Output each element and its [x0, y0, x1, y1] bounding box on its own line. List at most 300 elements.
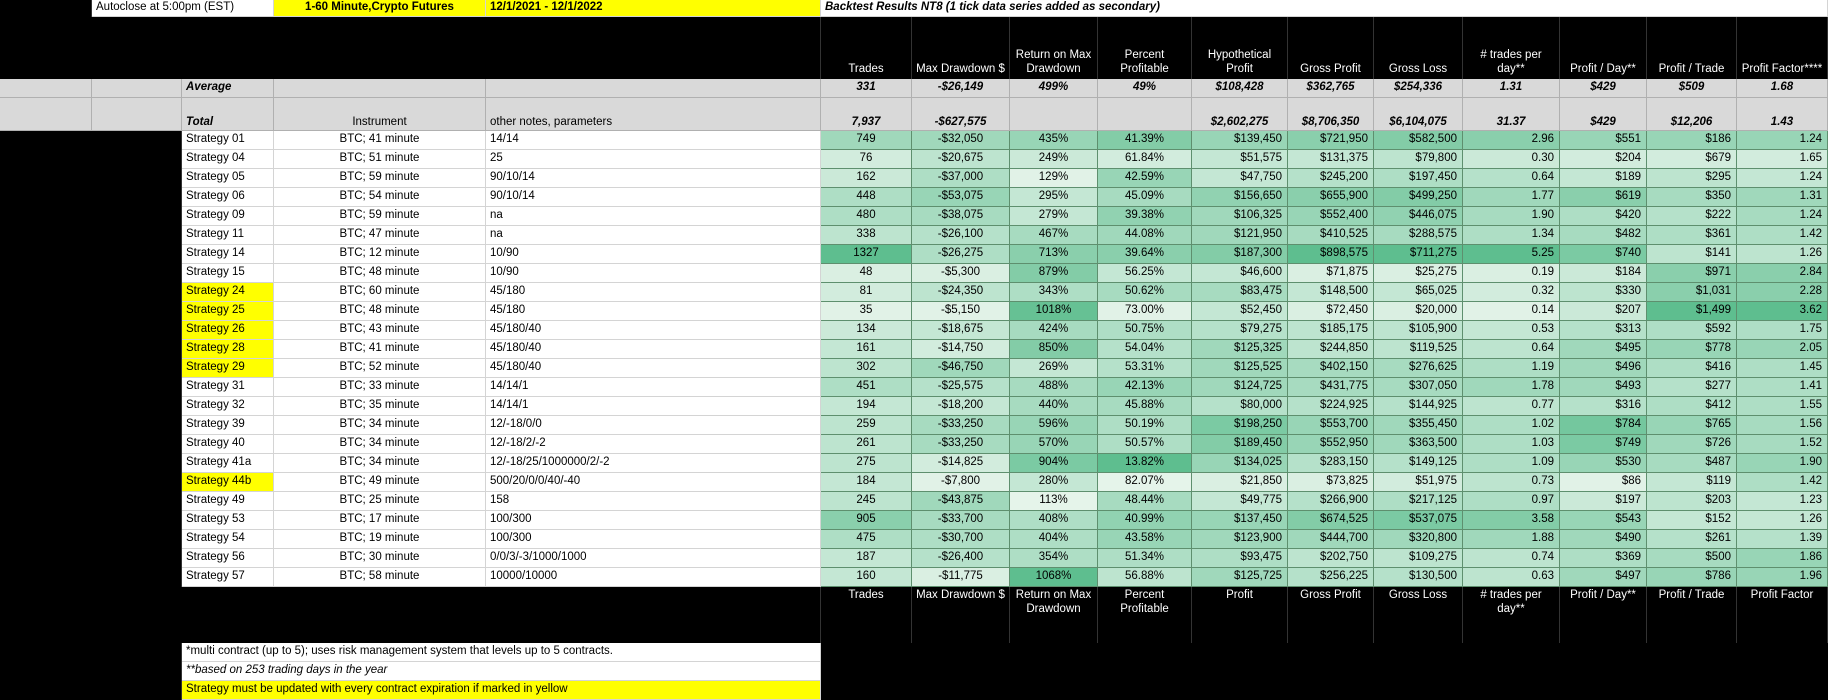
- strategy-percent-profitable[interactable]: [1098, 454, 1192, 473]
- strategy-profit-per-trade[interactable]: [1647, 397, 1737, 416]
- strategy-profit-factor[interactable]: [1737, 492, 1828, 511]
- strategy-name[interactable]: [182, 340, 274, 359]
- footer-header-return-on-drawdown[interactable]: [1010, 587, 1098, 643]
- strategy-trades-per-day[interactable]: [1463, 530, 1560, 549]
- strategy-profit-factor[interactable]: [1737, 169, 1828, 188]
- strategy-return-on-drawdown[interactable]: [1010, 416, 1098, 435]
- strategy-gross-profit[interactable]: [1288, 492, 1374, 511]
- strategy-notes[interactable]: [486, 226, 821, 245]
- total-gross-profit[interactable]: [1288, 98, 1374, 131]
- strategy-profit-per-day[interactable]: [1560, 492, 1647, 511]
- timeframe-cell[interactable]: [274, 0, 486, 17]
- strategy-gross-loss[interactable]: [1374, 131, 1463, 150]
- strategy-trades-per-day[interactable]: [1463, 492, 1560, 511]
- strategy-trades-per-day[interactable]: [1463, 416, 1560, 435]
- average-return-on-drawdown[interactable]: [1010, 79, 1098, 98]
- strategy-return-on-drawdown[interactable]: [1010, 264, 1098, 283]
- strategy-gross-profit[interactable]: [1288, 188, 1374, 207]
- total-percent-profitable[interactable]: [1098, 98, 1192, 131]
- strategy-profit-factor[interactable]: [1737, 150, 1828, 169]
- strategy-name[interactable]: [182, 549, 274, 568]
- strategy-profit-per-trade[interactable]: [1647, 321, 1737, 340]
- strategy-profit-factor[interactable]: [1737, 435, 1828, 454]
- strategy-notes[interactable]: [486, 283, 821, 302]
- strategy-percent-profitable[interactable]: [1098, 131, 1192, 150]
- strategy-max-drawdown[interactable]: [912, 492, 1010, 511]
- average-profit-factor[interactable]: [1737, 79, 1828, 98]
- strategy-trades-per-day[interactable]: [1463, 302, 1560, 321]
- strategy-profit-per-day[interactable]: [1560, 568, 1647, 587]
- strategy-notes[interactable]: [486, 340, 821, 359]
- strategy-trades[interactable]: [821, 340, 912, 359]
- strategy-percent-profitable[interactable]: [1098, 435, 1192, 454]
- strategy-return-on-drawdown[interactable]: [1010, 131, 1098, 150]
- strategy-trades[interactable]: [821, 226, 912, 245]
- strategy-profit-per-day[interactable]: [1560, 378, 1647, 397]
- strategy-instrument[interactable]: [274, 207, 486, 226]
- strategy-instrument[interactable]: [274, 416, 486, 435]
- strategy-notes[interactable]: [486, 530, 821, 549]
- strategy-instrument[interactable]: [274, 530, 486, 549]
- strategy-instrument[interactable]: [274, 302, 486, 321]
- strategy-hypothetical-profit[interactable]: [1192, 378, 1288, 397]
- strategy-trades-per-day[interactable]: [1463, 568, 1560, 587]
- average-label[interactable]: [182, 79, 274, 98]
- strategy-percent-profitable[interactable]: [1098, 226, 1192, 245]
- strategy-instrument[interactable]: [274, 283, 486, 302]
- strategy-percent-profitable[interactable]: [1098, 530, 1192, 549]
- strategy-trades[interactable]: [821, 549, 912, 568]
- strategy-gross-loss[interactable]: [1374, 340, 1463, 359]
- average-gross-loss[interactable]: [1374, 79, 1463, 98]
- strategy-gross-loss[interactable]: [1374, 492, 1463, 511]
- strategy-trades[interactable]: [821, 169, 912, 188]
- strategy-percent-profitable[interactable]: [1098, 416, 1192, 435]
- strategy-max-drawdown[interactable]: [912, 511, 1010, 530]
- strategy-profit-per-trade[interactable]: [1647, 454, 1737, 473]
- strategy-return-on-drawdown[interactable]: [1010, 321, 1098, 340]
- strategy-instrument[interactable]: [274, 321, 486, 340]
- strategy-return-on-drawdown[interactable]: [1010, 150, 1098, 169]
- strategy-hypothetical-profit[interactable]: [1192, 549, 1288, 568]
- strategy-hypothetical-profit[interactable]: [1192, 150, 1288, 169]
- strategy-gross-profit[interactable]: [1288, 321, 1374, 340]
- strategy-return-on-drawdown[interactable]: [1010, 245, 1098, 264]
- strategy-max-drawdown[interactable]: [912, 359, 1010, 378]
- footer-header-trades[interactable]: [821, 587, 912, 643]
- strategy-name[interactable]: [182, 188, 274, 207]
- strategy-trades-per-day[interactable]: [1463, 549, 1560, 568]
- strategy-instrument[interactable]: [274, 150, 486, 169]
- strategy-max-drawdown[interactable]: [912, 378, 1010, 397]
- strategy-trades-per-day[interactable]: [1463, 169, 1560, 188]
- strategy-gross-loss[interactable]: [1374, 416, 1463, 435]
- strategy-trades[interactable]: [821, 378, 912, 397]
- strategy-return-on-drawdown[interactable]: [1010, 549, 1098, 568]
- strategy-profit-per-trade[interactable]: [1647, 188, 1737, 207]
- strategy-profit-per-trade[interactable]: [1647, 416, 1737, 435]
- strategy-profit-per-trade[interactable]: [1647, 302, 1737, 321]
- strategy-gross-profit[interactable]: [1288, 473, 1374, 492]
- strategy-profit-per-day[interactable]: [1560, 302, 1647, 321]
- strategy-gross-profit[interactable]: [1288, 568, 1374, 587]
- strategy-name[interactable]: [182, 435, 274, 454]
- footer-header-profit-factor[interactable]: [1737, 587, 1828, 643]
- strategy-percent-profitable[interactable]: [1098, 340, 1192, 359]
- footer-header-profit-per-day[interactable]: [1560, 587, 1647, 643]
- strategy-name[interactable]: [182, 473, 274, 492]
- strategy-percent-profitable[interactable]: [1098, 188, 1192, 207]
- column-header-max-drawdown[interactable]: [912, 17, 1010, 79]
- strategy-max-drawdown[interactable]: [912, 245, 1010, 264]
- strategy-notes[interactable]: [486, 473, 821, 492]
- strategy-gross-profit[interactable]: [1288, 454, 1374, 473]
- strategy-trades[interactable]: [821, 302, 912, 321]
- strategy-max-drawdown[interactable]: [912, 207, 1010, 226]
- strategy-max-drawdown[interactable]: [912, 226, 1010, 245]
- strategy-notes[interactable]: [486, 207, 821, 226]
- strategy-profit-per-day[interactable]: [1560, 359, 1647, 378]
- strategy-profit-per-day[interactable]: [1560, 530, 1647, 549]
- strategy-profit-per-day[interactable]: [1560, 283, 1647, 302]
- strategy-profit-per-day[interactable]: [1560, 207, 1647, 226]
- strategy-hypothetical-profit[interactable]: [1192, 435, 1288, 454]
- strategy-profit-per-trade[interactable]: [1647, 264, 1737, 283]
- strategy-percent-profitable[interactable]: [1098, 321, 1192, 340]
- total-profit-factor[interactable]: [1737, 98, 1828, 131]
- strategy-max-drawdown[interactable]: [912, 435, 1010, 454]
- strategy-return-on-drawdown[interactable]: [1010, 340, 1098, 359]
- strategy-percent-profitable[interactable]: [1098, 492, 1192, 511]
- strategy-name[interactable]: [182, 378, 274, 397]
- strategy-profit-factor[interactable]: [1737, 511, 1828, 530]
- strategy-name[interactable]: [182, 416, 274, 435]
- strategy-hypothetical-profit[interactable]: [1192, 530, 1288, 549]
- strategy-trades[interactable]: [821, 435, 912, 454]
- strategy-gross-loss[interactable]: [1374, 378, 1463, 397]
- strategy-trades-per-day[interactable]: [1463, 340, 1560, 359]
- strategy-max-drawdown[interactable]: [912, 283, 1010, 302]
- footer-header-hypothetical-profit[interactable]: [1192, 587, 1288, 643]
- strategy-hypothetical-profit[interactable]: [1192, 264, 1288, 283]
- strategy-name[interactable]: [182, 169, 274, 188]
- strategy-percent-profitable[interactable]: [1098, 283, 1192, 302]
- strategy-gross-profit[interactable]: [1288, 511, 1374, 530]
- strategy-instrument[interactable]: [274, 549, 486, 568]
- strategy-trades-per-day[interactable]: [1463, 435, 1560, 454]
- strategy-instrument[interactable]: [274, 435, 486, 454]
- strategy-instrument[interactable]: [274, 188, 486, 207]
- strategy-trades[interactable]: [821, 397, 912, 416]
- strategy-trades-per-day[interactable]: [1463, 321, 1560, 340]
- strategy-return-on-drawdown[interactable]: [1010, 568, 1098, 587]
- title-cell[interactable]: [821, 0, 1828, 17]
- strategy-max-drawdown[interactable]: [912, 264, 1010, 283]
- strategy-name[interactable]: [182, 245, 274, 264]
- strategy-profit-per-trade[interactable]: [1647, 568, 1737, 587]
- column-header-hypothetical-profit[interactable]: [1192, 17, 1288, 79]
- strategy-notes[interactable]: [486, 264, 821, 283]
- strategy-profit-per-trade[interactable]: [1647, 150, 1737, 169]
- strategy-gross-profit[interactable]: [1288, 549, 1374, 568]
- footer-header-gross-profit[interactable]: [1288, 587, 1374, 643]
- strategy-percent-profitable[interactable]: [1098, 150, 1192, 169]
- strategy-max-drawdown[interactable]: [912, 568, 1010, 587]
- strategy-gross-loss[interactable]: [1374, 359, 1463, 378]
- strategy-profit-per-trade[interactable]: [1647, 226, 1737, 245]
- total-max-drawdown[interactable]: [912, 98, 1010, 131]
- strategy-instrument[interactable]: [274, 568, 486, 587]
- strategy-profit-per-day[interactable]: [1560, 245, 1647, 264]
- strategy-notes[interactable]: [486, 302, 821, 321]
- strategy-return-on-drawdown[interactable]: [1010, 454, 1098, 473]
- strategy-gross-loss[interactable]: [1374, 302, 1463, 321]
- strategy-hypothetical-profit[interactable]: [1192, 207, 1288, 226]
- strategy-percent-profitable[interactable]: [1098, 568, 1192, 587]
- strategy-profit-factor[interactable]: [1737, 245, 1828, 264]
- strategy-name[interactable]: [182, 454, 274, 473]
- strategy-trades-per-day[interactable]: [1463, 150, 1560, 169]
- average-hypothetical-profit[interactable]: [1192, 79, 1288, 98]
- strategy-profit-per-day[interactable]: [1560, 416, 1647, 435]
- strategy-hypothetical-profit[interactable]: [1192, 340, 1288, 359]
- strategy-max-drawdown[interactable]: [912, 302, 1010, 321]
- strategy-gross-loss[interactable]: [1374, 530, 1463, 549]
- strategy-trades[interactable]: [821, 150, 912, 169]
- strategy-return-on-drawdown[interactable]: [1010, 302, 1098, 321]
- column-header-profit-per-trade[interactable]: [1647, 17, 1737, 79]
- average-gross-profit[interactable]: [1288, 79, 1374, 98]
- strategy-gross-profit[interactable]: [1288, 245, 1374, 264]
- strategy-profit-factor[interactable]: [1737, 454, 1828, 473]
- strategy-profit-factor[interactable]: [1737, 416, 1828, 435]
- column-header-trades-per-day[interactable]: [1463, 17, 1560, 79]
- footer-header-percent-profitable[interactable]: [1098, 587, 1192, 643]
- footer-header-gross-loss[interactable]: [1374, 587, 1463, 643]
- strategy-profit-factor[interactable]: [1737, 302, 1828, 321]
- strategy-profit-factor[interactable]: [1737, 568, 1828, 587]
- strategy-profit-per-trade[interactable]: [1647, 283, 1737, 302]
- strategy-percent-profitable[interactable]: [1098, 302, 1192, 321]
- strategy-profit-per-trade[interactable]: [1647, 340, 1737, 359]
- strategy-hypothetical-profit[interactable]: [1192, 245, 1288, 264]
- strategy-profit-per-day[interactable]: [1560, 473, 1647, 492]
- strategy-return-on-drawdown[interactable]: [1010, 207, 1098, 226]
- column-header-trades[interactable]: [821, 17, 912, 79]
- strategy-profit-per-day[interactable]: [1560, 454, 1647, 473]
- strategy-percent-profitable[interactable]: [1098, 511, 1192, 530]
- strategy-trades[interactable]: [821, 568, 912, 587]
- strategy-percent-profitable[interactable]: [1098, 359, 1192, 378]
- strategy-gross-profit[interactable]: [1288, 397, 1374, 416]
- strategy-hypothetical-profit[interactable]: [1192, 492, 1288, 511]
- strategy-gross-profit[interactable]: [1288, 435, 1374, 454]
- strategy-trades-per-day[interactable]: [1463, 397, 1560, 416]
- strategy-name[interactable]: [182, 530, 274, 549]
- strategy-gross-profit[interactable]: [1288, 378, 1374, 397]
- strategy-notes[interactable]: [486, 435, 821, 454]
- strategy-gross-loss[interactable]: [1374, 169, 1463, 188]
- strategy-trades[interactable]: [821, 454, 912, 473]
- strategy-instrument[interactable]: [274, 492, 486, 511]
- strategy-profit-per-trade[interactable]: [1647, 169, 1737, 188]
- strategy-profit-per-trade[interactable]: [1647, 473, 1737, 492]
- strategy-name[interactable]: [182, 302, 274, 321]
- strategy-trades-per-day[interactable]: [1463, 283, 1560, 302]
- strategy-instrument[interactable]: [274, 511, 486, 530]
- strategy-hypothetical-profit[interactable]: [1192, 454, 1288, 473]
- strategy-profit-factor[interactable]: [1737, 359, 1828, 378]
- strategy-return-on-drawdown[interactable]: [1010, 283, 1098, 302]
- strategy-profit-per-day[interactable]: [1560, 264, 1647, 283]
- strategy-return-on-drawdown[interactable]: [1010, 511, 1098, 530]
- strategy-profit-per-trade[interactable]: [1647, 530, 1737, 549]
- column-header-return-on-drawdown[interactable]: [1010, 17, 1098, 79]
- strategy-max-drawdown[interactable]: [912, 549, 1010, 568]
- strategy-gross-loss[interactable]: [1374, 188, 1463, 207]
- strategy-name[interactable]: [182, 321, 274, 340]
- column-header-gross-loss[interactable]: [1374, 17, 1463, 79]
- strategy-profit-per-day[interactable]: [1560, 340, 1647, 359]
- strategy-instrument[interactable]: [274, 473, 486, 492]
- strategy-return-on-drawdown[interactable]: [1010, 226, 1098, 245]
- strategy-gross-profit[interactable]: [1288, 150, 1374, 169]
- strategy-instrument[interactable]: [274, 378, 486, 397]
- strategy-max-drawdown[interactable]: [912, 169, 1010, 188]
- strategy-profit-per-day[interactable]: [1560, 169, 1647, 188]
- strategy-name[interactable]: [182, 131, 274, 150]
- strategy-notes[interactable]: [486, 188, 821, 207]
- strategy-notes[interactable]: [486, 511, 821, 530]
- strategy-instrument[interactable]: [274, 340, 486, 359]
- strategy-hypothetical-profit[interactable]: [1192, 473, 1288, 492]
- strategy-hypothetical-profit[interactable]: [1192, 397, 1288, 416]
- strategy-max-drawdown[interactable]: [912, 321, 1010, 340]
- total-label[interactable]: [182, 98, 274, 131]
- strategy-profit-per-day[interactable]: [1560, 226, 1647, 245]
- strategy-profit-factor[interactable]: [1737, 226, 1828, 245]
- strategy-notes[interactable]: [486, 549, 821, 568]
- strategy-profit-per-day[interactable]: [1560, 321, 1647, 340]
- strategy-hypothetical-profit[interactable]: [1192, 568, 1288, 587]
- average-profit-per-trade[interactable]: [1647, 79, 1737, 98]
- strategy-notes[interactable]: [486, 492, 821, 511]
- strategy-percent-profitable[interactable]: [1098, 245, 1192, 264]
- strategy-profit-per-trade[interactable]: [1647, 511, 1737, 530]
- strategy-gross-loss[interactable]: [1374, 473, 1463, 492]
- strategy-percent-profitable[interactable]: [1098, 169, 1192, 188]
- strategy-profit-per-day[interactable]: [1560, 435, 1647, 454]
- strategy-hypothetical-profit[interactable]: [1192, 226, 1288, 245]
- date-range-cell[interactable]: [486, 0, 821, 17]
- strategy-percent-profitable[interactable]: [1098, 473, 1192, 492]
- strategy-instrument[interactable]: [274, 131, 486, 150]
- strategy-gross-loss[interactable]: [1374, 549, 1463, 568]
- strategy-trades[interactable]: [821, 131, 912, 150]
- strategy-profit-factor[interactable]: [1737, 321, 1828, 340]
- total-gross-loss[interactable]: [1374, 98, 1463, 131]
- strategy-profit-per-day[interactable]: [1560, 188, 1647, 207]
- strategy-gross-profit[interactable]: [1288, 264, 1374, 283]
- strategy-notes[interactable]: [486, 169, 821, 188]
- strategy-name[interactable]: [182, 568, 274, 587]
- strategy-trades-per-day[interactable]: [1463, 378, 1560, 397]
- strategy-trades[interactable]: [821, 473, 912, 492]
- strategy-max-drawdown[interactable]: [912, 530, 1010, 549]
- strategy-max-drawdown[interactable]: [912, 397, 1010, 416]
- strategy-profit-per-trade[interactable]: [1647, 207, 1737, 226]
- strategy-trades[interactable]: [821, 245, 912, 264]
- strategy-gross-profit[interactable]: [1288, 416, 1374, 435]
- strategy-max-drawdown[interactable]: [912, 473, 1010, 492]
- strategy-percent-profitable[interactable]: [1098, 207, 1192, 226]
- strategy-return-on-drawdown[interactable]: [1010, 397, 1098, 416]
- strategy-profit-per-day[interactable]: [1560, 397, 1647, 416]
- total-profit-per-trade[interactable]: [1647, 98, 1737, 131]
- note-trading-days[interactable]: [182, 662, 821, 681]
- strategy-hypothetical-profit[interactable]: [1192, 416, 1288, 435]
- strategy-percent-profitable[interactable]: [1098, 397, 1192, 416]
- footer-header-trades-per-day[interactable]: [1463, 587, 1560, 643]
- strategy-gross-loss[interactable]: [1374, 150, 1463, 169]
- strategy-gross-loss[interactable]: [1374, 245, 1463, 264]
- strategy-profit-factor[interactable]: [1737, 530, 1828, 549]
- total-trades[interactable]: [821, 98, 912, 131]
- footer-header-max-drawdown[interactable]: [912, 587, 1010, 643]
- strategy-profit-factor[interactable]: [1737, 378, 1828, 397]
- column-header-profit-per-day[interactable]: [1560, 17, 1647, 79]
- strategy-trades[interactable]: [821, 416, 912, 435]
- average-trades[interactable]: [821, 79, 912, 98]
- strategy-max-drawdown[interactable]: [912, 150, 1010, 169]
- column-header-percent-profitable[interactable]: [1098, 17, 1192, 79]
- strategy-return-on-drawdown[interactable]: [1010, 169, 1098, 188]
- total-profit-per-day[interactable]: [1560, 98, 1647, 131]
- autoclose-cell[interactable]: [92, 0, 274, 17]
- strategy-profit-factor[interactable]: [1737, 131, 1828, 150]
- strategy-profit-factor[interactable]: [1737, 283, 1828, 302]
- strategy-profit-factor[interactable]: [1737, 397, 1828, 416]
- strategy-profit-per-trade[interactable]: [1647, 492, 1737, 511]
- strategy-percent-profitable[interactable]: [1098, 378, 1192, 397]
- strategy-name[interactable]: [182, 226, 274, 245]
- column-header-profit-factor[interactable]: [1737, 17, 1828, 79]
- strategy-trades-per-day[interactable]: [1463, 511, 1560, 530]
- strategy-name[interactable]: [182, 397, 274, 416]
- strategy-return-on-drawdown[interactable]: [1010, 435, 1098, 454]
- strategy-trades-per-day[interactable]: [1463, 226, 1560, 245]
- strategy-trades[interactable]: [821, 188, 912, 207]
- strategy-trades-per-day[interactable]: [1463, 359, 1560, 378]
- strategy-trades[interactable]: [821, 321, 912, 340]
- note-yellow-marked[interactable]: [182, 681, 821, 700]
- strategy-instrument[interactable]: [274, 359, 486, 378]
- strategy-return-on-drawdown[interactable]: [1010, 359, 1098, 378]
- strategy-profit-factor[interactable]: [1737, 264, 1828, 283]
- strategy-gross-profit[interactable]: [1288, 340, 1374, 359]
- strategy-gross-profit[interactable]: [1288, 283, 1374, 302]
- strategy-trades-per-day[interactable]: [1463, 207, 1560, 226]
- strategy-name[interactable]: [182, 359, 274, 378]
- strategy-profit-per-trade[interactable]: [1647, 245, 1737, 264]
- strategy-trades[interactable]: [821, 511, 912, 530]
- strategy-max-drawdown[interactable]: [912, 188, 1010, 207]
- strategy-notes[interactable]: [486, 454, 821, 473]
- strategy-trades[interactable]: [821, 264, 912, 283]
- strategy-gross-loss[interactable]: [1374, 435, 1463, 454]
- strategy-hypothetical-profit[interactable]: [1192, 169, 1288, 188]
- strategy-gross-loss[interactable]: [1374, 264, 1463, 283]
